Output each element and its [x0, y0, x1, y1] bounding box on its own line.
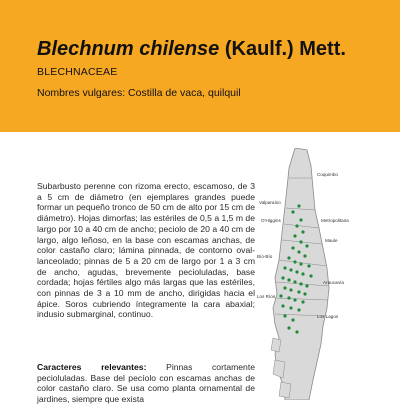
region-label: Maule — [325, 238, 338, 243]
occurrence-point — [283, 286, 286, 289]
region-label: Coquimbo — [317, 172, 338, 177]
relevant-features-text: Pinnas cortamente pecioluladas. Base del pecíolo con escamas anchas de color castaño claro. Se usa como planta ornamental de jardines, siempre que exista — [37, 362, 255, 405]
occurrence-point — [305, 244, 308, 247]
occurrence-point — [299, 282, 302, 285]
species-title — [37, 38, 346, 61]
region-label: Bío-Bío — [257, 254, 273, 259]
occurrence-point — [283, 266, 286, 269]
occurrence-point — [299, 262, 302, 265]
occurrence-point — [281, 304, 284, 307]
distribution-map — [255, 148, 400, 400]
occurrence-point — [301, 300, 304, 303]
scientific-name: Blechnum chilense — [37, 38, 220, 60]
occurrence-point — [297, 250, 300, 253]
relevant-features-heading: Caracteres relevantes: — [37, 362, 147, 372]
occurrence-point — [307, 264, 310, 267]
occurrence-point — [291, 318, 294, 321]
occurrence-point — [287, 326, 290, 329]
occurrence-point — [287, 278, 290, 281]
occurrence-point — [279, 294, 282, 297]
occurrence-point — [297, 290, 300, 293]
occurrence-point — [295, 270, 298, 273]
species-description: Subarbusto perenne con rizoma erecto, escamoso, de 3 a 5 cm de diámetro (en ejemplares grandes puede formar un pequeño tronco de 50 cm de alto por 15 cm de diámetro). Hojas dimorfas; las estériles de 0,5 a 1,5 m de largo por 10 a 40 cm de ancho; peciolo de 20 a 40 cm de largo, algo leñoso, en la base con escamas anchas, de color castaño claro; lámina pinnada, de contorno oval-lanceolado; pinnas de 5 a 20 cm de largo por 1 a 3 cm de ancho, agudas, brevemente pecioluladas, base cordada; hojas fértiles algo más largas que las estériles, con pinnas de 3 a 10 mm de ancho, dirigidas hacia el ápice. Soros cubriendo íntegramente la cara abaxial; indusio submarginal, continuo. — [37, 181, 255, 320]
region-label: Valparaíso — [259, 200, 281, 205]
occurrence-point — [293, 234, 296, 237]
region-label: Los Lagos — [317, 314, 339, 319]
region-label: O'Higgins — [261, 218, 281, 223]
occurrence-point — [297, 204, 300, 207]
occurrence-point — [305, 284, 308, 287]
occurrence-point — [289, 306, 292, 309]
occurrence-point — [303, 292, 306, 295]
occurrence-point — [301, 230, 304, 233]
occurrence-point — [299, 240, 302, 243]
occurrence-point — [281, 276, 284, 279]
occurrence-point — [293, 260, 296, 263]
occurrence-point — [287, 296, 290, 299]
occurrence-point — [289, 268, 292, 271]
occurrence-point — [303, 254, 306, 257]
occurrence-point — [293, 280, 296, 283]
occurrence-point — [283, 314, 286, 317]
occurrence-point — [291, 210, 294, 213]
occurrence-point — [309, 274, 312, 277]
occurrence-point — [293, 298, 296, 301]
occurrence-point — [295, 224, 298, 227]
occurrence-point — [297, 308, 300, 311]
region-label: Araucanía — [323, 280, 344, 285]
species-header — [0, 0, 400, 132]
occurrence-point — [291, 246, 294, 249]
relevant-features — [37, 362, 255, 405]
occurrence-point — [295, 330, 298, 333]
occurrence-point — [301, 272, 304, 275]
region-label: Metropolitana — [321, 218, 349, 223]
region-label: Los Ríos — [257, 294, 276, 299]
occurrence-point — [289, 288, 292, 291]
occurrence-point — [299, 218, 302, 221]
common-names: Nombres vulgares: Costilla de vaca, quilquil — [37, 87, 241, 99]
occurrence-point — [287, 256, 290, 259]
author-citation: (Kaulf.) Mett. — [219, 38, 346, 60]
family-name: BLECHNACEAE — [37, 66, 118, 78]
